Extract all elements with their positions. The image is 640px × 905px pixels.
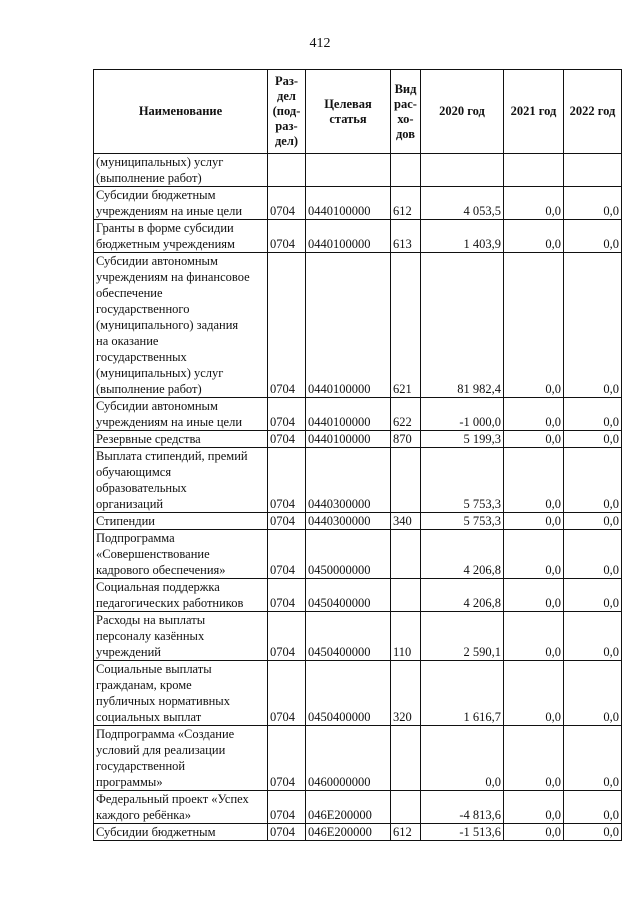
cell-2021: 0,0 bbox=[504, 726, 564, 791]
cell-target-article: 0440300000 bbox=[306, 513, 391, 530]
cell-2022: 0,0 bbox=[564, 530, 622, 579]
table-row bbox=[94, 220, 622, 253]
cell-2020: 0,0 bbox=[421, 726, 504, 791]
cell-target-article: 046E200000 bbox=[306, 791, 391, 824]
cell-2020: -1 513,6 bbox=[421, 824, 504, 841]
cell-section: 0704 bbox=[268, 661, 306, 726]
cell-2021: 0,0 bbox=[504, 431, 564, 448]
cell-2020: 5 753,3 bbox=[421, 448, 504, 513]
cell-target-article: 0450400000 bbox=[306, 612, 391, 661]
cell-2020: 4 206,8 bbox=[421, 579, 504, 612]
cell-name: Социальная поддержка педагогических работников bbox=[94, 579, 268, 612]
cell-2021: 0,0 bbox=[504, 824, 564, 841]
cell-2022: 0,0 bbox=[564, 431, 622, 448]
budget-table bbox=[93, 69, 622, 841]
cell-expense-type bbox=[391, 530, 421, 579]
cell-2021: 0,0 bbox=[504, 448, 564, 513]
cell-section: 0704 bbox=[268, 726, 306, 791]
cell-2020 bbox=[421, 154, 504, 187]
cell-name: Субсидии автономным учреждениям на финансовое обеспечение государственного (муниципального) задания на оказание государственных (муниципальных) услуг (выполнение работ) bbox=[94, 253, 268, 398]
cell-2022: 0,0 bbox=[564, 612, 622, 661]
cell-2020: 2 590,1 bbox=[421, 612, 504, 661]
cell-2022: 0,0 bbox=[564, 791, 622, 824]
page-number: 412 bbox=[309, 36, 331, 51]
cell-target-article: 0440100000 bbox=[306, 220, 391, 253]
cell-section: 0704 bbox=[268, 530, 306, 579]
cell-expense-type bbox=[391, 791, 421, 824]
cell-section: 0704 bbox=[268, 253, 306, 398]
table-row bbox=[94, 398, 622, 431]
cell-target-article: 046E200000 bbox=[306, 824, 391, 841]
cell-2020: 5 199,3 bbox=[421, 431, 504, 448]
column-header-target: Целевая статья bbox=[306, 70, 391, 154]
cell-name: Гранты в форме субсидии бюджетным учреждениям bbox=[94, 220, 268, 253]
cell-name: (муниципальных) услуг (выполнение работ) bbox=[94, 154, 268, 187]
cell-2022: 0,0 bbox=[564, 187, 622, 220]
cell-target-article: 0450400000 bbox=[306, 579, 391, 612]
table-row bbox=[94, 431, 622, 448]
cell-2021: 0,0 bbox=[504, 661, 564, 726]
cell-section: 0704 bbox=[268, 791, 306, 824]
cell-expense-type: 613 bbox=[391, 220, 421, 253]
cell-name: Субсидии бюджетным учреждениям на иные цели bbox=[94, 187, 268, 220]
cell-name: Подпрограмма «Совершенствование кадрового обеспечения» bbox=[94, 530, 268, 579]
cell-section: 0704 bbox=[268, 431, 306, 448]
cell-section: 0704 bbox=[268, 187, 306, 220]
cell-2022: 0,0 bbox=[564, 220, 622, 253]
cell-2022: 0,0 bbox=[564, 253, 622, 398]
cell-2022: 0,0 bbox=[564, 579, 622, 612]
cell-target-article: 0440300000 bbox=[306, 448, 391, 513]
cell-2020: 81 982,4 bbox=[421, 253, 504, 398]
cell-section: 0704 bbox=[268, 448, 306, 513]
column-header-section: Раз- дел (под- раз- дел) bbox=[268, 70, 306, 154]
table-row bbox=[94, 513, 622, 530]
cell-2021: 0,0 bbox=[504, 398, 564, 431]
cell-name: Субсидии автономным учреждениям на иные цели bbox=[94, 398, 268, 431]
table-row bbox=[94, 448, 622, 513]
cell-target-article: 0440100000 bbox=[306, 398, 391, 431]
cell-2021: 0,0 bbox=[504, 513, 564, 530]
cell-2021: 0,0 bbox=[504, 220, 564, 253]
cell-2022: 0,0 bbox=[564, 448, 622, 513]
table-row bbox=[94, 579, 622, 612]
cell-expense-type: 622 bbox=[391, 398, 421, 431]
cell-target-article: 0440100000 bbox=[306, 187, 391, 220]
cell-section: 0704 bbox=[268, 579, 306, 612]
cell-expense-type bbox=[391, 154, 421, 187]
column-header-2020: 2020 год bbox=[421, 70, 504, 154]
cell-expense-type: 612 bbox=[391, 187, 421, 220]
cell-2021: 0,0 bbox=[504, 187, 564, 220]
cell-expense-type bbox=[391, 448, 421, 513]
cell-2022 bbox=[564, 154, 622, 187]
cell-target-article: 0440100000 bbox=[306, 253, 391, 398]
table-row bbox=[94, 824, 622, 841]
cell-name: Резервные средства bbox=[94, 431, 268, 448]
table-header-row bbox=[94, 70, 622, 154]
cell-name: Субсидии бюджетным bbox=[94, 824, 268, 841]
cell-expense-type: 110 bbox=[391, 612, 421, 661]
cell-section: 0704 bbox=[268, 398, 306, 431]
cell-2022: 0,0 bbox=[564, 661, 622, 726]
cell-name: Расходы на выплаты персоналу казённых учреждений bbox=[94, 612, 268, 661]
cell-2020: 4 053,5 bbox=[421, 187, 504, 220]
cell-2022: 0,0 bbox=[564, 398, 622, 431]
cell-target-article: 0460000000 bbox=[306, 726, 391, 791]
cell-expense-type: 612 bbox=[391, 824, 421, 841]
column-header-2021: 2021 год bbox=[504, 70, 564, 154]
cell-target-article bbox=[306, 154, 391, 187]
cell-2020: 4 206,8 bbox=[421, 530, 504, 579]
cell-name: Федеральный проект «Успех каждого ребёнка» bbox=[94, 791, 268, 824]
table-row bbox=[94, 530, 622, 579]
cell-expense-type bbox=[391, 726, 421, 791]
table-row bbox=[94, 253, 622, 398]
cell-section: 0704 bbox=[268, 824, 306, 841]
cell-2020: 1 616,7 bbox=[421, 661, 504, 726]
cell-section: 0704 bbox=[268, 612, 306, 661]
table-row bbox=[94, 187, 622, 220]
cell-name: Подпрограмма «Создание условий для реализации государственной программы» bbox=[94, 726, 268, 791]
cell-expense-type: 320 bbox=[391, 661, 421, 726]
cell-2021: 0,0 bbox=[504, 612, 564, 661]
cell-2020: 1 403,9 bbox=[421, 220, 504, 253]
cell-expense-type: 870 bbox=[391, 431, 421, 448]
table-row bbox=[94, 612, 622, 661]
cell-target-article: 0450400000 bbox=[306, 661, 391, 726]
cell-2021: 0,0 bbox=[504, 579, 564, 612]
cell-2020: -4 813,6 bbox=[421, 791, 504, 824]
table-row bbox=[94, 726, 622, 791]
cell-expense-type: 340 bbox=[391, 513, 421, 530]
cell-expense-type: 621 bbox=[391, 253, 421, 398]
cell-target-article: 0440100000 bbox=[306, 431, 391, 448]
cell-section: 0704 bbox=[268, 220, 306, 253]
cell-2022: 0,0 bbox=[564, 824, 622, 841]
cell-2021: 0,0 bbox=[504, 791, 564, 824]
column-header-name: Наименование bbox=[94, 70, 268, 154]
cell-2022: 0,0 bbox=[564, 513, 622, 530]
cell-2021 bbox=[504, 154, 564, 187]
cell-section bbox=[268, 154, 306, 187]
column-header-expense-type: Вид рас- хо- дов bbox=[391, 70, 421, 154]
cell-2021: 0,0 bbox=[504, 530, 564, 579]
table-row bbox=[94, 154, 622, 187]
cell-name: Социальные выплаты гражданам, кроме публичных нормативных социальных выплат bbox=[94, 661, 268, 726]
cell-2021: 0,0 bbox=[504, 253, 564, 398]
cell-name: Стипендии bbox=[94, 513, 268, 530]
column-header-2022: 2022 год bbox=[564, 70, 622, 154]
cell-section: 0704 bbox=[268, 513, 306, 530]
cell-2020: 5 753,3 bbox=[421, 513, 504, 530]
cell-expense-type bbox=[391, 579, 421, 612]
table-row bbox=[94, 661, 622, 726]
cell-2020: -1 000,0 bbox=[421, 398, 504, 431]
table-row bbox=[94, 791, 622, 824]
cell-2022: 0,0 bbox=[564, 726, 622, 791]
cell-name: Выплата стипендий, премий обучающимся образовательных организаций bbox=[94, 448, 268, 513]
cell-target-article: 0450000000 bbox=[306, 530, 391, 579]
